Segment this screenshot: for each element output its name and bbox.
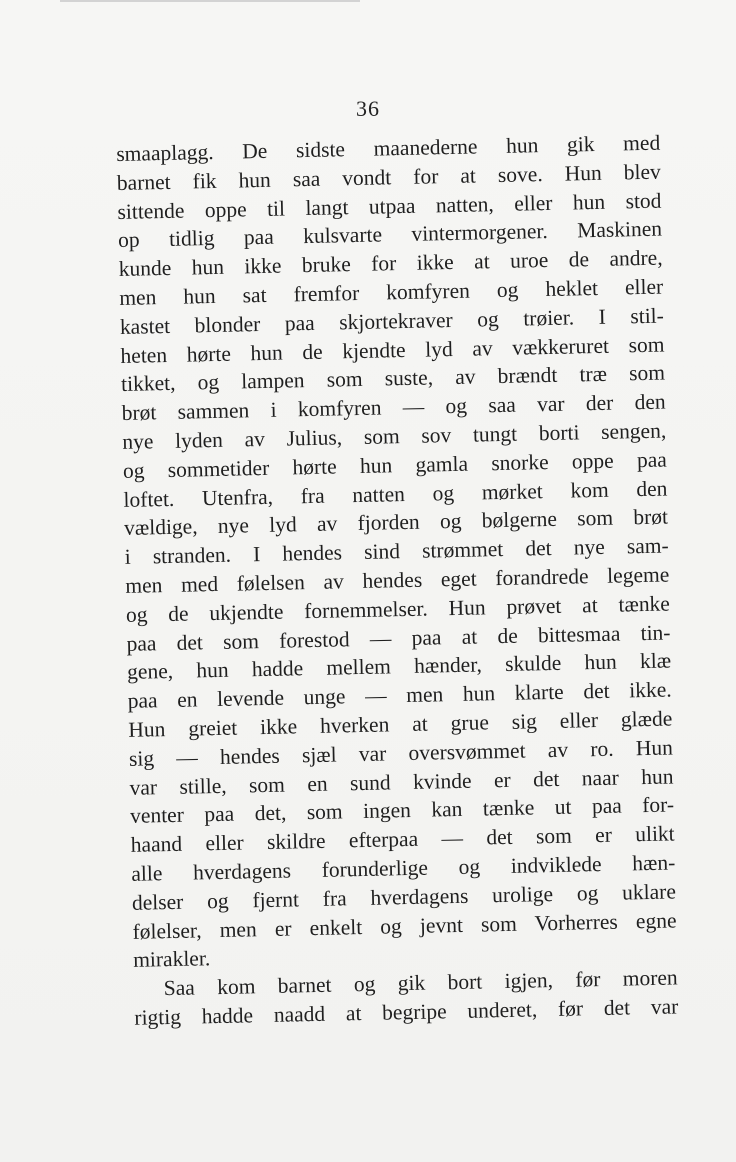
text-line: var stille, som en sund kvinde er det naar hun xyxy=(129,763,674,800)
text-line: i stranden. I hendes sind strømmet det nye sam- xyxy=(124,533,669,570)
text-line: paa en levende unge — men hun klarte det ikke. xyxy=(127,677,672,714)
body-text xyxy=(116,129,679,1033)
text-line: haand eller skildre efterpaa — det som er ulikt xyxy=(130,821,675,857)
text-line: men med følelsen av hendes eget forandrede legeme xyxy=(125,562,670,598)
paragraph-start-line: Saa kom barnet og gik bort igjen, før moren xyxy=(163,965,678,1001)
text-line: nye lyden av Julius, som sov tungt borti sengen, xyxy=(122,418,667,454)
text-line: paa det som forestod — paa at de bittesmaa tin- xyxy=(126,620,671,656)
text-line: kastet blonder paa skjortekraver og trøier. I stil- xyxy=(119,303,665,339)
text-line: alle hverdagens forunderlige og indviklede hæn- xyxy=(131,850,676,886)
paragraph-end-line: mirakler. xyxy=(132,946,211,973)
text-line: Hun greiet ikke hverken at grue sig eller glæde xyxy=(128,706,673,742)
text-line: gene, hun hadde mellem hænder, skulde hun klæ xyxy=(126,648,672,685)
text-line: smaaplagg. De sidste maanederne hun gik med xyxy=(116,130,661,166)
text-line: og sommetider hørte hun gamla snorke oppe paa xyxy=(122,447,668,483)
text-line: loftet. Utenfra, fra natten og mørket kom den xyxy=(123,476,668,512)
text-line: brøt sammen i komfyren — og saa var der den xyxy=(121,389,666,426)
text-line: sig — hendes sjæl var oversvømmet av ro. Hun xyxy=(128,735,674,771)
text-line: vældige, nye lyd av fjorden og bølgerne som brøt xyxy=(123,504,669,541)
text-line: barnet fik hun saa vondt for at sove. Hun blev xyxy=(116,159,662,195)
text-line: følelser, men er enkelt og jevnt som Vorherres egne xyxy=(132,907,677,944)
text-line: og de ukjendte fornemmelser. Hun prøvet at tænke xyxy=(125,591,671,627)
text-line: kunde hun ikke bruke for ikke at uroe de andre, xyxy=(118,245,663,282)
page-edge-shadow xyxy=(60,0,360,2)
text-line: rigtig hadde naadd at begripe underet, før det var xyxy=(134,994,679,1030)
text-line: heten hørte hun de kjendte lyd av vækkeruret som xyxy=(120,332,665,368)
text-line: venter paa det, som ingen kan tænke ut paa for- xyxy=(129,792,675,829)
text-line: sittende oppe til langt utpaa natten, eller hun stod xyxy=(117,188,662,224)
text-line: op tidlig paa kulsvarte vintermorgener. Maskinen xyxy=(117,216,663,253)
text-line: tikket, og lampen som suste, av brændt træ som xyxy=(120,360,666,397)
text-line: delser og fjernt fra hverdagens urolige og uklare xyxy=(131,879,677,915)
page-number: 36 xyxy=(356,96,380,121)
text-line: men hun sat fremfor komfyren og heklet eller xyxy=(119,274,664,310)
